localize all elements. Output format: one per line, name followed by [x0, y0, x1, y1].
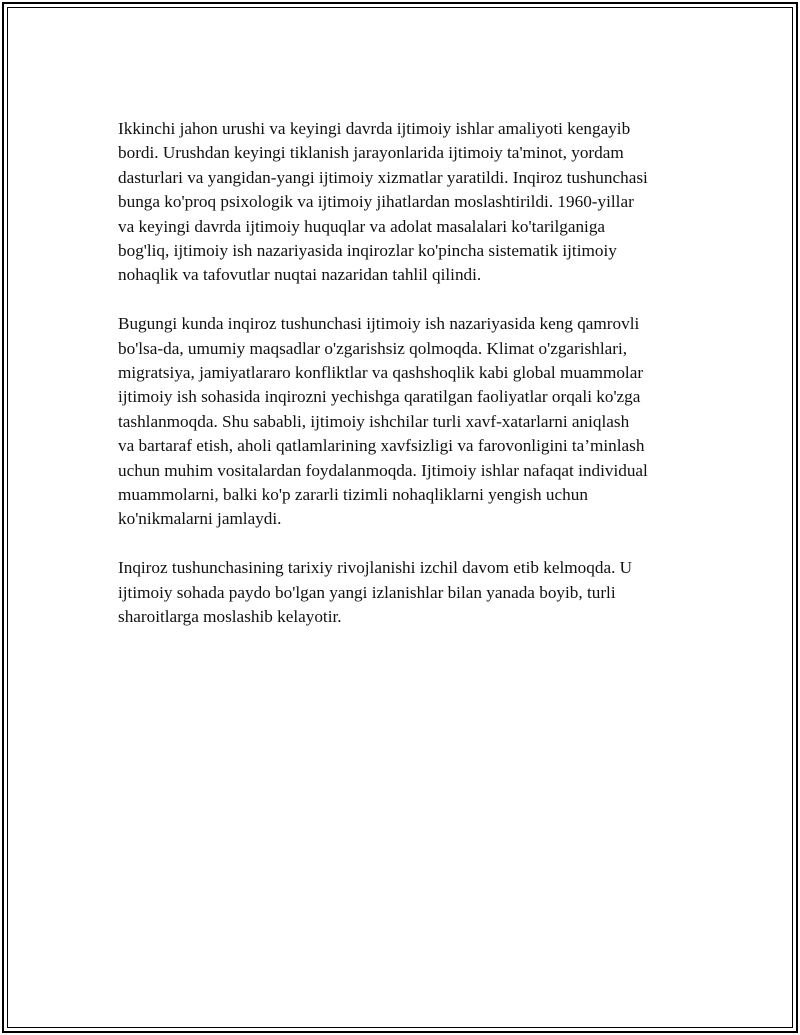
document-body [118, 117, 688, 654]
paragraph-3: Inqiroz tushunchasining tarixiy rivojlanishi izchil davom etib kelmoqda. U ijtimoiy sohada paydo bo'lgan yangi izlanishlar bilan yanada boyib, turli sharoitlarga moslashib kelayotir. [118, 558, 633, 627]
paragraph-2: Bugungi kunda inqiroz tushunchasi ijtimoiy ish nazariyasida keng qamrovli bo'lsa-da, umumiy maqsadlar o'zgarishsiz qolmoqda. Klimat o'zgarishlari, migratsiya, jamiyatlararo konfliktlar va qashshoqlik kabi global muammolar ijtimoiy ish sohasida inqirozni yechishga qaratilgan faoliyatlar orqali ko'zga tashlanmoqda. Shu sababli, ijtimoiy ishchilar turli xavf-xatarlarni aniqlash va bartaraf etish, aholi qatlamlarining xavfsizligi va farovonligini ta’minlash uchun muhim vositalardan foydalanmoqda. Ijtimoiy ishlar nafaqat individual muammolarni, balki ko'p zararli tizimli nohaqliklarni yengish uchun ko'nikmalarni jamlaydi. [118, 314, 648, 529]
paragraph-1: Ikkinchi jahon urushi va keyingi davrda ijtimoiy ishlar amaliyoti kengayib bordi. Urushdan keyingi tiklanish jarayonlarida ijtimoiy ta'minot, yordam dasturlari va yangidan-yangi ijtimoiy xizmatlar yaratildi. Inqiroz tushunchasi bunga ko'proq psixologik va ijtimoiy jihatlardan moslashtirildi. 1960-yillar va keyingi davrda ijtimoiy huquqlar va adolat masalalari ko'tarilganiga bog'liq, ijtimoiy ish nazariyasida inqirozlar ko'pincha sistematik ijtimoiy nohaqlik va tafovutlar nuqtai nazaridan tahlil qilindi. [118, 119, 648, 285]
